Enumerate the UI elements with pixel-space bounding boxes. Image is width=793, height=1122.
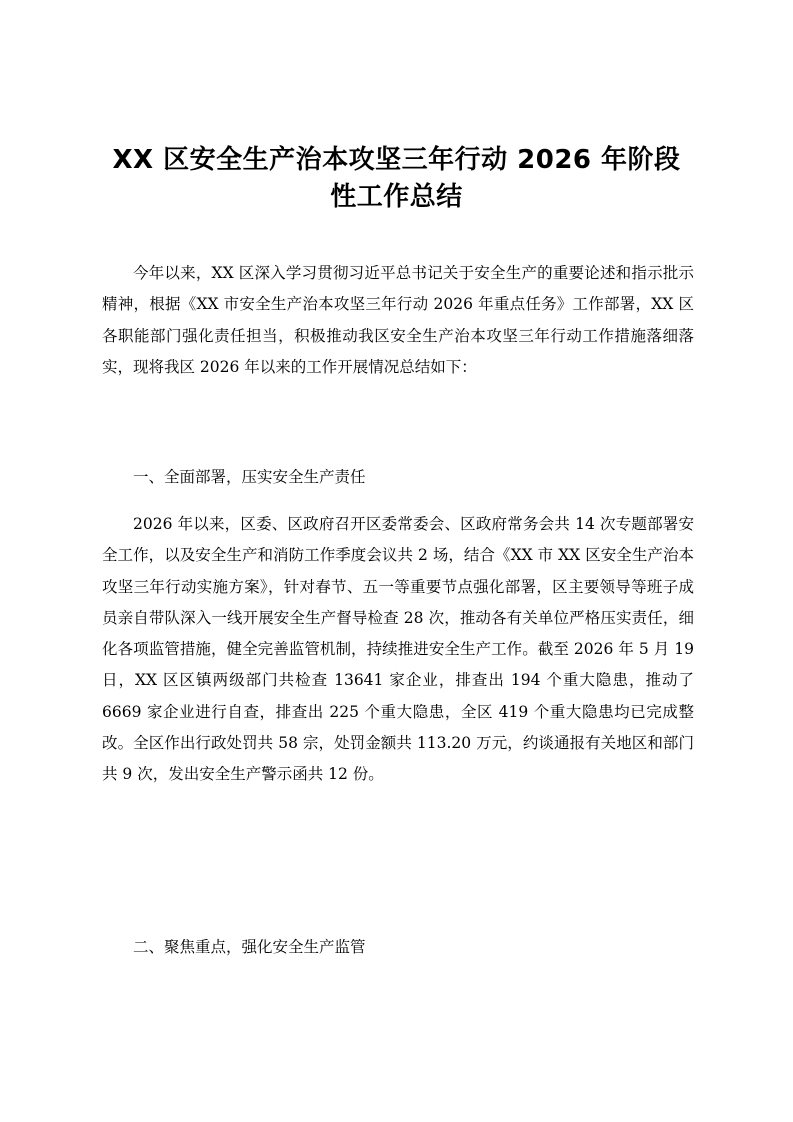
section-heading-2: 二、聚焦重点，强化安全生产监管: [133, 938, 366, 956]
section-paragraph-1: 2026 年以来，区委、区政府召开区委常委会、区政府常务会共 14 次专题部署安全工作，以及安全生产和消防工作季度会议共 2 场，结合《XX 市 XX 区安全生产治本攻坚三年行动实施方案》，针对春节、五一等重要节点强化部署，区主要领导等班子成员亲自带队深入一线开展安全生产督导检查 28 次，推动各有关单位严格压实责任，细化各项监管措施，健全完善监管机制，持续推进安全生产工作。截至 2026 年 5 月 19 日，XX 区区镇两级部门共检查 13641 家企业，排查出 194 个重大隐患，推动了 6669 家企业进行自查，排查出 225 个重大隐患，全区 419 个重大隐患均已完成整改。全区作出行政处罚共 58 宗，处罚金额共 113.20 万元，约谈通报有关地区和部门共 9 次，发出安全生产警示函共 12 份。: [102, 515, 694, 784]
section-heading-1: 一、全面部署，压实安全生产责任: [133, 468, 366, 486]
document-title: XX 区安全生产治本攻坚三年行动 2026 年阶段性工作总结: [112, 145, 681, 212]
intro-paragraph: 今年以来，XX 区深入学习贯彻习近平总书记关于安全生产的重要论述和指示批示精神，根据《XX 市安全生产治本攻坚三年行动 2026 年重点任务》工作部署，XX 区各职能部门强化责任担当，积极推动我区安全生产治本攻坚三年行动工作措施落细落实，现将我区 2026 年以来的工作开展情况总结如下：: [102, 264, 694, 376]
